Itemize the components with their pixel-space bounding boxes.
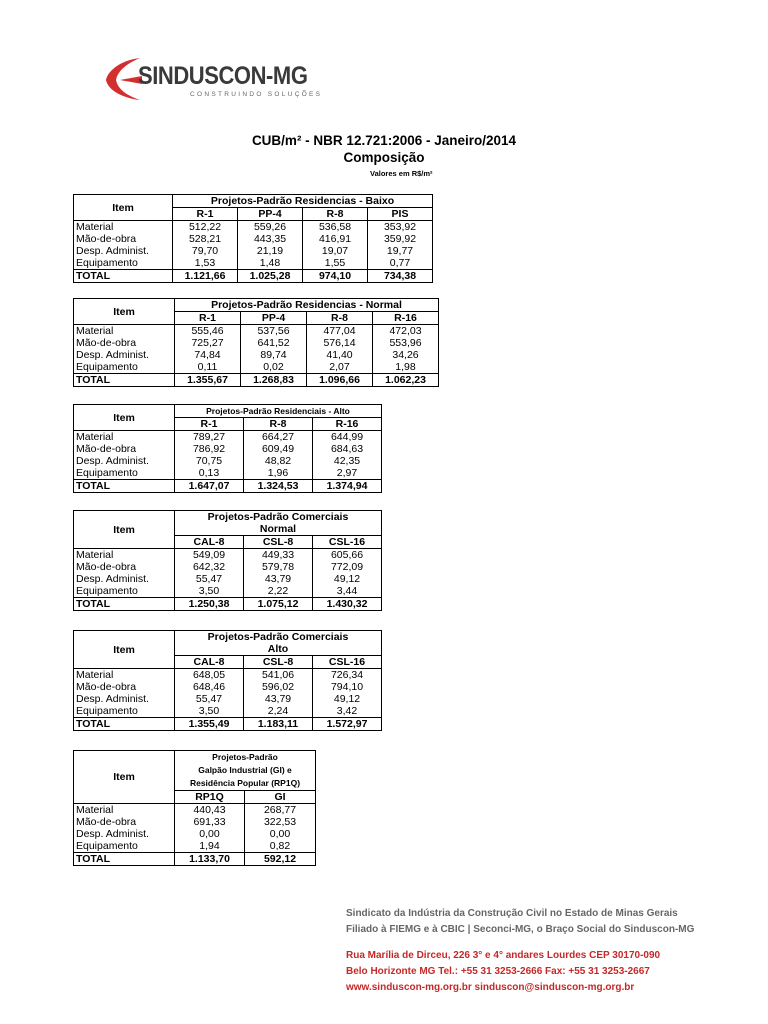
total-label: TOTAL bbox=[74, 853, 175, 866]
table-cell: 549,09 bbox=[175, 549, 244, 562]
table-cell: 2,24 bbox=[244, 705, 313, 718]
table-row bbox=[74, 325, 439, 338]
group-header: Projetos-Padrão bbox=[175, 751, 316, 765]
footer bbox=[346, 906, 696, 996]
table-cell: 725,27 bbox=[175, 337, 241, 349]
table-cell: 536,58 bbox=[303, 221, 368, 234]
table-cell: 1,94 bbox=[175, 840, 245, 853]
table-cell: 79,70 bbox=[173, 245, 238, 257]
table-cell: 268,77 bbox=[245, 804, 316, 817]
footer-phone: Belo Horizonte MG Tel.: +55 31 3253-2666 Fax: +55 31 3253-2667 bbox=[346, 966, 650, 977]
table-cell: 34,26 bbox=[373, 349, 439, 361]
table-cell: 0,77 bbox=[368, 257, 433, 270]
logo-wordmark: SINDUSCON-MG bbox=[138, 62, 308, 90]
total-cell: 1.075,12 bbox=[244, 598, 313, 611]
table-cell: 2,97 bbox=[313, 467, 382, 480]
total-cell: 974,10 bbox=[303, 270, 368, 283]
table-cell: 641,52 bbox=[241, 337, 307, 349]
row-label: Mão-de-obra bbox=[74, 233, 173, 245]
table-row bbox=[74, 804, 316, 817]
table-galpao-residencia-popular bbox=[73, 750, 316, 866]
column-header: CSL-8 bbox=[244, 656, 313, 669]
table-cell: 579,78 bbox=[244, 561, 313, 573]
page-subtitle: Composição bbox=[343, 150, 425, 165]
table-cell: 2,07 bbox=[307, 361, 373, 374]
table-cell: 512,22 bbox=[173, 221, 238, 234]
group-header: Projetos-Padrão Comerciais bbox=[175, 511, 382, 524]
table-cell: 472,03 bbox=[373, 325, 439, 338]
table-residencial-normal bbox=[73, 298, 439, 387]
table-row bbox=[74, 455, 382, 467]
table-row bbox=[74, 221, 433, 234]
table-cell: 726,34 bbox=[313, 669, 382, 682]
table-row bbox=[74, 257, 433, 270]
table-row bbox=[74, 245, 433, 257]
table-cell: 3,50 bbox=[175, 705, 244, 718]
total-cell: 1.133,70 bbox=[175, 853, 245, 866]
table-cell: 89,74 bbox=[241, 349, 307, 361]
table-cell: 0,00 bbox=[245, 828, 316, 840]
table-cell: 3,42 bbox=[313, 705, 382, 718]
table-cell: 19,77 bbox=[368, 245, 433, 257]
page-title: CUB/m² - NBR 12.721:2006 - Janeiro/2014 bbox=[251, 133, 517, 148]
table-cell: 1,55 bbox=[303, 257, 368, 270]
table-cell: 576,14 bbox=[307, 337, 373, 349]
column-header: R-1 bbox=[175, 312, 241, 325]
row-label: Equipamento bbox=[74, 361, 175, 374]
table-cell: 449,33 bbox=[244, 549, 313, 562]
table-cell: 41,40 bbox=[307, 349, 373, 361]
table-row bbox=[74, 693, 382, 705]
table-cell: 555,46 bbox=[175, 325, 241, 338]
logo-tagline: CONSTRUINDO SOLUÇÕES bbox=[190, 91, 323, 98]
column-header: CSL-8 bbox=[244, 536, 313, 549]
table-cell: 440,43 bbox=[175, 804, 245, 817]
total-label: TOTAL bbox=[74, 270, 173, 283]
table-cell: 691,33 bbox=[175, 816, 245, 828]
footer-address: Rua Marília de Dirceu, 226 3° e 4° andares Lourdes CEP 30170-090 bbox=[346, 950, 661, 961]
total-cell: 1.355,49 bbox=[175, 718, 244, 731]
table-cell: 559,26 bbox=[238, 221, 303, 234]
table-cell: 49,12 bbox=[313, 573, 382, 585]
column-header: GI bbox=[245, 791, 316, 804]
table-row bbox=[74, 705, 382, 718]
total-row bbox=[74, 480, 382, 493]
row-label: Mão-de-obra bbox=[74, 681, 175, 693]
row-label: Desp. Administ. bbox=[74, 693, 175, 705]
table-cell: 596,02 bbox=[244, 681, 313, 693]
total-cell: 592,12 bbox=[245, 853, 316, 866]
total-cell: 1.250,38 bbox=[175, 598, 244, 611]
total-row bbox=[74, 853, 316, 866]
column-header: R-8 bbox=[244, 418, 313, 431]
table-cell: 1,48 bbox=[238, 257, 303, 270]
total-cell: 1.430,32 bbox=[313, 598, 382, 611]
table-cell: 794,10 bbox=[313, 681, 382, 693]
table-cell: 0,02 bbox=[241, 361, 307, 374]
table-row bbox=[74, 431, 382, 444]
table-cell: 2,22 bbox=[244, 585, 313, 598]
column-header: RP1Q bbox=[175, 791, 245, 804]
table-row bbox=[74, 337, 439, 349]
total-cell: 1.183,11 bbox=[244, 718, 313, 731]
table-row bbox=[74, 467, 382, 480]
table-cell: 541,06 bbox=[244, 669, 313, 682]
total-cell: 1.121,66 bbox=[173, 270, 238, 283]
group-subheader: Normal bbox=[175, 523, 382, 536]
row-label: Material bbox=[74, 221, 173, 234]
total-label: TOTAL bbox=[74, 598, 175, 611]
table-cell: 1,98 bbox=[373, 361, 439, 374]
table-cell: 0,00 bbox=[175, 828, 245, 840]
table-cell: 21,19 bbox=[238, 245, 303, 257]
row-label: Equipamento bbox=[74, 585, 175, 598]
table-cell: 528,21 bbox=[173, 233, 238, 245]
table-cell: 1,96 bbox=[244, 467, 313, 480]
footer-affiliation: Filiado à FIEMG e à CBIC | Seconci-MG, o Braço Social do Sinduscon-MG bbox=[346, 924, 695, 935]
total-cell: 1.324,53 bbox=[244, 480, 313, 493]
group-header: Projetos-Padrão Comerciais bbox=[175, 631, 382, 644]
item-header: Item bbox=[74, 195, 173, 221]
table-cell: 664,27 bbox=[244, 431, 313, 444]
column-header: PP-4 bbox=[238, 208, 303, 221]
table-cell: 605,66 bbox=[313, 549, 382, 562]
table-cell: 55,47 bbox=[175, 693, 244, 705]
table-cell: 43,79 bbox=[244, 693, 313, 705]
table-cell: 642,32 bbox=[175, 561, 244, 573]
table-row bbox=[74, 233, 433, 245]
item-header: Item bbox=[74, 405, 175, 431]
table-cell: 70,75 bbox=[175, 455, 244, 467]
column-header: R-8 bbox=[307, 312, 373, 325]
table-cell: 786,92 bbox=[175, 443, 244, 455]
table-row bbox=[74, 443, 382, 455]
sinduscon-logo bbox=[104, 52, 323, 106]
total-row bbox=[74, 718, 382, 731]
group-header: Projetos-Padrão Residenciais - Alto bbox=[175, 405, 382, 418]
group-header: Projetos-Padrão Residencias - Normal bbox=[175, 299, 439, 312]
values-note: Valores em R$/m² bbox=[370, 169, 433, 178]
total-cell: 1.096,66 bbox=[307, 374, 373, 387]
table-cell: 648,46 bbox=[175, 681, 244, 693]
row-label: Desp. Administ. bbox=[74, 349, 175, 361]
table-row bbox=[74, 816, 316, 828]
total-label: TOTAL bbox=[74, 718, 175, 731]
table-cell: 416,91 bbox=[303, 233, 368, 245]
table-row bbox=[74, 669, 382, 682]
table-cell: 537,56 bbox=[241, 325, 307, 338]
row-label: Desp. Administ. bbox=[74, 573, 175, 585]
table-cell: 443,35 bbox=[238, 233, 303, 245]
column-header: R-1 bbox=[173, 208, 238, 221]
column-header: CAL-8 bbox=[175, 656, 244, 669]
table-cell: 772,09 bbox=[313, 561, 382, 573]
table-cell: 0,82 bbox=[245, 840, 316, 853]
table-cell: 3,50 bbox=[175, 585, 244, 598]
total-cell: 734,38 bbox=[368, 270, 433, 283]
row-label: Mão-de-obra bbox=[74, 337, 175, 349]
table-cell: 55,47 bbox=[175, 573, 244, 585]
table-row bbox=[74, 361, 439, 374]
table-residencial-baixo bbox=[73, 194, 433, 283]
table-cell: 353,92 bbox=[368, 221, 433, 234]
table-cell: 3,44 bbox=[313, 585, 382, 598]
table-row bbox=[74, 349, 439, 361]
row-label: Material bbox=[74, 804, 175, 817]
table-row bbox=[74, 549, 382, 562]
total-row bbox=[74, 270, 433, 283]
row-label: Mão-de-obra bbox=[74, 443, 175, 455]
group-subheader: Alto bbox=[175, 643, 382, 656]
item-header: Item bbox=[74, 751, 175, 804]
item-header: Item bbox=[74, 631, 175, 669]
row-label: Material bbox=[74, 549, 175, 562]
total-label: TOTAL bbox=[74, 374, 175, 387]
row-label: Material bbox=[74, 669, 175, 682]
table-row bbox=[74, 681, 382, 693]
row-label: Equipamento bbox=[74, 705, 175, 718]
total-cell: 1.374,94 bbox=[313, 480, 382, 493]
column-header: PIS bbox=[368, 208, 433, 221]
row-label: Desp. Administ. bbox=[74, 245, 173, 257]
column-header: CSL-16 bbox=[313, 536, 382, 549]
table-cell: 609,49 bbox=[244, 443, 313, 455]
column-header: CSL-16 bbox=[313, 656, 382, 669]
group-subheader: Galpão Industrial (GI) e bbox=[175, 764, 316, 777]
table-cell: 684,63 bbox=[313, 443, 382, 455]
row-label: Material bbox=[74, 431, 175, 444]
column-header: R-16 bbox=[313, 418, 382, 431]
table-row bbox=[74, 585, 382, 598]
total-cell: 1.355,67 bbox=[175, 374, 241, 387]
table-cell: 477,04 bbox=[307, 325, 373, 338]
table-row bbox=[74, 573, 382, 585]
row-label: Material bbox=[74, 325, 175, 338]
column-header: PP-4 bbox=[241, 312, 307, 325]
column-header: R-16 bbox=[373, 312, 439, 325]
footer-org-name: Sindicato da Indústria da Construção Civil no Estado de Minas Gerais bbox=[346, 908, 678, 919]
table-cell: 553,96 bbox=[373, 337, 439, 349]
total-cell: 1.025,28 bbox=[238, 270, 303, 283]
row-label: Equipamento bbox=[74, 467, 175, 480]
total-label: TOTAL bbox=[74, 480, 175, 493]
total-row bbox=[74, 374, 439, 387]
item-header: Item bbox=[74, 511, 175, 549]
total-row bbox=[74, 598, 382, 611]
row-label: Mão-de-obra bbox=[74, 816, 175, 828]
column-header: R-8 bbox=[303, 208, 368, 221]
table-residencial-alto bbox=[73, 404, 382, 493]
total-cell: 1.062,23 bbox=[373, 374, 439, 387]
table-cell: 644,99 bbox=[313, 431, 382, 444]
table-cell: 43,79 bbox=[244, 573, 313, 585]
row-label: Equipamento bbox=[74, 840, 175, 853]
table-cell: 1,53 bbox=[173, 257, 238, 270]
total-cell: 1.572,97 bbox=[313, 718, 382, 731]
column-header: R-1 bbox=[175, 418, 244, 431]
group-subheader: Residência Popular (RP1Q) bbox=[175, 777, 316, 791]
row-label: Mão-de-obra bbox=[74, 561, 175, 573]
table-row bbox=[74, 561, 382, 573]
table-cell: 49,12 bbox=[313, 693, 382, 705]
row-label: Desp. Administ. bbox=[74, 828, 175, 840]
table-cell: 322,53 bbox=[245, 816, 316, 828]
table-cell: 0,13 bbox=[175, 467, 244, 480]
footer-web-email: www.sinduscon-mg.org.br sinduscon@sinduscon-mg.org.br bbox=[346, 982, 635, 993]
total-cell: 1.647,07 bbox=[175, 480, 244, 493]
table-cell: 0,11 bbox=[175, 361, 241, 374]
table-cell: 74,84 bbox=[175, 349, 241, 361]
table-comercial-alto bbox=[73, 630, 382, 731]
table-row bbox=[74, 840, 316, 853]
table-row bbox=[74, 828, 316, 840]
column-header: CAL-8 bbox=[175, 536, 244, 549]
table-cell: 789,27 bbox=[175, 431, 244, 444]
table-cell: 42,35 bbox=[313, 455, 382, 467]
row-label: Desp. Administ. bbox=[74, 455, 175, 467]
table-cell: 48,82 bbox=[244, 455, 313, 467]
group-header: Projetos-Padrão Residencias - Baixo bbox=[173, 195, 433, 208]
item-header: Item bbox=[74, 299, 175, 325]
table-cell: 19,07 bbox=[303, 245, 368, 257]
total-cell: 1.268,83 bbox=[241, 374, 307, 387]
row-label: Equipamento bbox=[74, 257, 173, 270]
table-cell: 359,92 bbox=[368, 233, 433, 245]
table-comercial-normal bbox=[73, 510, 382, 611]
table-cell: 648,05 bbox=[175, 669, 244, 682]
